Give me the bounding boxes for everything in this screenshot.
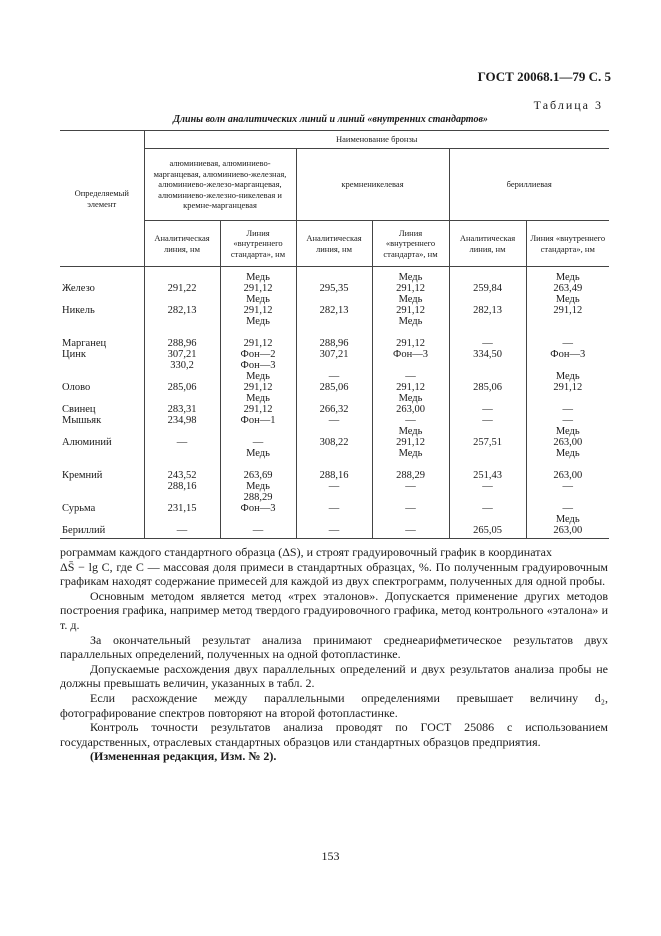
paragraph: Контроль точности результатов анализа проводят по ГОСТ 25086 с использованием государственных, отраслевых стандартных образцов или стандартных образцов предприятия.	[60, 720, 608, 749]
value-cell: —	[296, 503, 372, 525]
value-cell: 257,51	[449, 437, 526, 470]
value-cell: 282,13	[144, 305, 220, 338]
value-cell: —	[144, 525, 220, 539]
value-cell: —	[144, 437, 220, 470]
element-cell: Олово	[62, 382, 91, 393]
table-row	[60, 305, 609, 338]
value-cell: — 334,50	[449, 338, 526, 371]
analytical-line-header: Аналитическая линия, нм	[449, 221, 526, 267]
table-label: Таблица 3	[533, 98, 603, 112]
wavelength-table	[60, 130, 609, 539]
value-cell: 288,96 307,21	[296, 338, 372, 371]
value-cell: 282,13	[296, 305, 372, 338]
paragraph: Если расхождение между параллельными определениями превышает величину d₂, фотографирование спектров повторяют на второй фотопластинке.	[60, 690, 608, 720]
value-cell: 285,06	[449, 371, 526, 404]
bronze-beryllium-header: бериллиевая	[449, 149, 609, 221]
table-title: Длины волн аналитических линий и линий «внутренних стандартов»	[173, 114, 488, 125]
value-cell: 231,15	[144, 503, 220, 525]
internal-standard-header: Линия «внутреннего стандарта», нм	[372, 221, 449, 267]
value-cell: 291,12 Медь	[372, 437, 449, 470]
value-cell: Фон—3	[220, 503, 296, 525]
value-cell: — 291,12 Медь	[372, 371, 449, 404]
element-column-header: Определяемый элемент	[60, 131, 144, 267]
value-cell: 288,96 307,21 330,2	[144, 338, 220, 371]
element-cell: Кремний	[62, 470, 103, 481]
value-cell: 291,22	[144, 267, 220, 306]
paragraph: За окончательный результат анализа принимают среднеарифметическое результатов двух параллельных определений, полученных на одной фотопластинке.	[60, 632, 608, 662]
paragraph: Основным методом является метод «трех эталонов». Допускается применение других методов построения графика, например метод твердого градуировочного графика, метод контрольного «эталона» и т. д.	[60, 588, 608, 632]
element-cell: Сурьма	[62, 503, 96, 514]
element-cell: Бериллий	[60, 525, 144, 539]
value-cell: 288,16 —	[296, 470, 372, 503]
value-cell: 291,12 Фон—3	[372, 338, 449, 371]
value-cell: — 285,06	[296, 371, 372, 404]
internal-standard-header: Линия «внутреннего стандарта», нм	[526, 221, 609, 267]
paragraph: Допускаемые расхождения двух параллельных определений и двух результатов анализа пробы не должны превышать величин, указанных в табл. 2.	[60, 661, 608, 691]
amendment-note: (Измененная редакция, Изм. № 2).	[90, 749, 277, 764]
value-cell: 266,32 —	[296, 404, 372, 437]
element-cell: Железо	[62, 283, 95, 294]
value-cell: 263,00 —	[526, 470, 609, 503]
value-cell: 291,12 Фон—1	[220, 404, 296, 437]
value-cell: 251,43 —	[449, 470, 526, 503]
value-cell: Медь 291,12	[526, 371, 609, 404]
table-row	[60, 470, 609, 503]
value-cell: 263,00	[526, 525, 609, 539]
table-row	[60, 525, 609, 539]
value-cell: 243,52 288,16	[144, 470, 220, 503]
analytical-line-header: Аналитическая линия, нм	[296, 221, 372, 267]
value-cell: —	[372, 525, 449, 539]
table-row	[60, 437, 609, 470]
value-cell: 291,12 Медь	[220, 305, 296, 338]
value-cell: Медь 291,12 Медь	[220, 267, 296, 306]
document-header: ГОСТ 20068.1—79 С. 5	[477, 69, 611, 84]
table-row	[60, 503, 609, 525]
value-cell: 308,22	[296, 437, 372, 470]
value-cell: 263,00 — Медь	[372, 404, 449, 437]
body-text	[60, 545, 608, 764]
value-cell: 265,05	[449, 525, 526, 539]
page-number: 153	[321, 849, 340, 863]
paragraph: ΔS̄ − lg C, где C — массовая доля примеси в стандартных образцах, %. По полученным градуировочным графикам находят содержание примесей для каждой из двух спектрограмм, полученных для одной пробы.	[60, 559, 608, 589]
value-cell: — Медь	[220, 437, 296, 470]
value-cell: —	[372, 503, 449, 525]
value-cell: — Медь	[526, 503, 609, 525]
value-cell: 263,69 Медь 288,29	[220, 470, 296, 503]
value-cell: 283,31 234,98	[144, 404, 220, 437]
value-cell: Медь 291,12 Медь	[220, 371, 296, 404]
element-cell: Никель	[62, 305, 95, 316]
paragraph: рограммам каждого стандартного образца (ΔS), и строят градуировочный график в координатах	[60, 545, 552, 559]
value-cell: Медь 263,49 Медь	[526, 267, 609, 306]
value-cell: —	[220, 525, 296, 539]
value-cell: 291,12 Медь	[372, 305, 449, 338]
value-cell: 295,35	[296, 267, 372, 306]
element-cell: Марганец Цинк	[62, 338, 107, 360]
value-cell: 285,06	[144, 371, 220, 404]
bronze-group-header: Наименование бронзы	[144, 131, 609, 149]
value-cell: — Фон—3	[526, 338, 609, 371]
value-cell: 291,12 Фон—2 Фон—3	[220, 338, 296, 371]
value-cell: —	[449, 503, 526, 525]
analytical-line-header: Аналитическая линия, нм	[144, 221, 220, 267]
value-cell: — —	[449, 404, 526, 437]
internal-standard-header: Линия «внутреннего стандарта», нм	[220, 221, 296, 267]
value-cell: 263,00 Медь	[526, 437, 609, 470]
bronze-aluminum-header: алюминиевая, алюминиево-марганцевая, алюминиево-железная, алюминиево-железо-марганцевая, алюминиево-железно-никелевая и кремне-марганцевая	[144, 149, 296, 221]
table-row	[60, 267, 609, 306]
table-row	[60, 404, 609, 437]
bronze-silicon-nickel-header: кремненикелевая	[296, 149, 449, 221]
value-cell: Медь 291,12 Медь	[372, 267, 449, 306]
value-cell: 259,84	[449, 267, 526, 306]
table-row	[60, 338, 609, 371]
element-cell: Свинец Мышьяк	[62, 404, 102, 426]
table-row	[60, 371, 609, 404]
value-cell: —	[296, 525, 372, 539]
value-cell: — — Медь	[526, 404, 609, 437]
element-cell: Алюминий	[62, 437, 112, 448]
value-cell: 288,29 —	[372, 470, 449, 503]
value-cell: 282,13	[449, 305, 526, 338]
value-cell: 291,12	[526, 305, 609, 338]
